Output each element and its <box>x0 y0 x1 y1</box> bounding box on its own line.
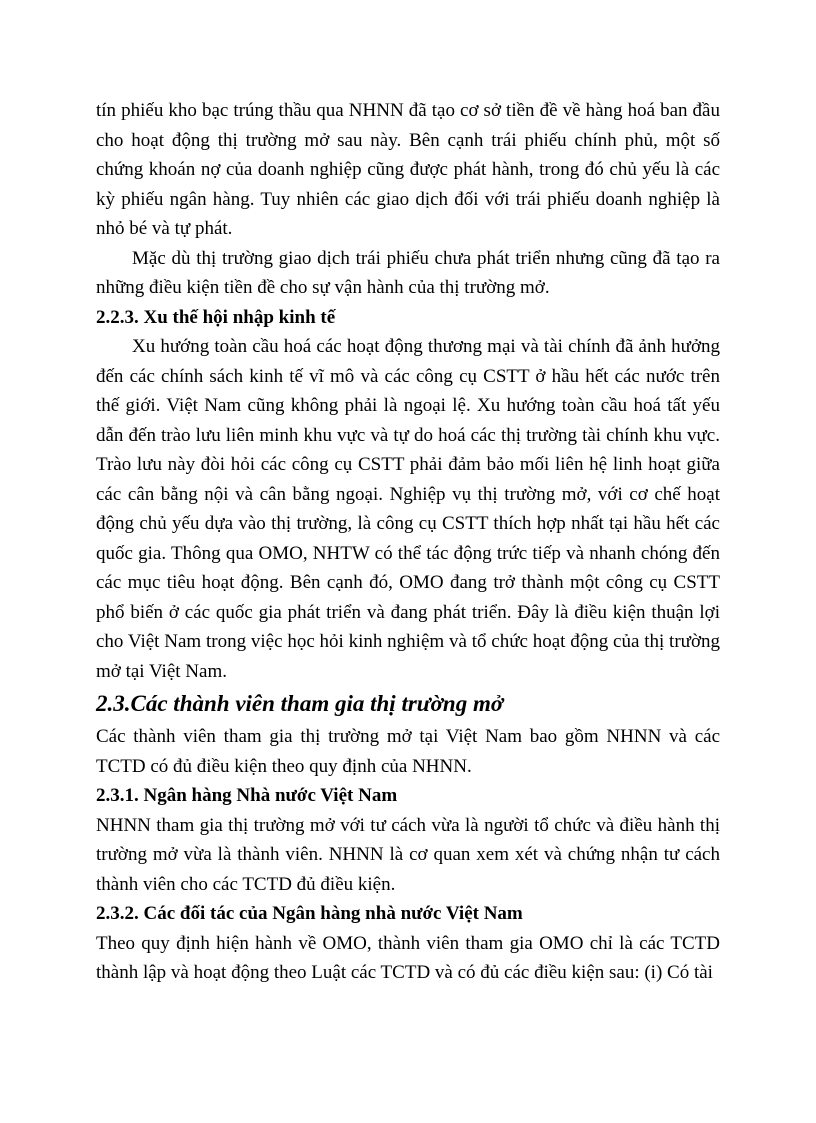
section-heading-2-3-2: 2.3.2. Các đối tác của Ngân hàng nhà nước Việt Nam <box>96 903 523 924</box>
body-paragraph: tín phiếu kho bạc trúng thầu qua NHNN đã tạo cơ sở tiền đề về hàng hoá ban đầu cho hoạt động thị trường mở sau này. Bên cạnh trái phiếu chính phủ, một số chứng khoán nợ của doanh nghiệp cũng được phát hành, trong đó chủ yếu là các kỳ phiếu ngân hàng. Tuy nhiên các giao dịch đối với trái phiếu doanh nghiệp là nhỏ bé và tự phát. <box>96 100 720 239</box>
body-paragraph: Theo quy định hiện hành về OMO, thành viên tham gia OMO chỉ là các TCTD thành lập và hoạt động theo Luật các TCTD và có đủ các điều kiện sau: (i) Có tài <box>96 932 720 983</box>
body-paragraph: NHNN tham gia thị trường mở với tư cách vừa là người tổ chức và điều hành thị trường mở vừa là thành viên. NHNN là cơ quan xem xét và chứng nhận tư cách thành viên cho các TCTD đủ điều kiện. <box>96 814 720 895</box>
section-heading-2-3: 2.3.Các thành viên tham gia thị trường mở <box>96 691 504 716</box>
body-paragraph: Các thành viên tham gia thị trường mở tại Việt Nam bao gồm NHNN và các TCTD có đủ điều kiện theo quy định của NHNN. <box>96 726 720 777</box>
section-heading-2-3-1: 2.3.1. Ngân hàng Nhà nước Việt Nam <box>96 785 398 806</box>
body-paragraph: Mặc dù thị trường giao dịch trái phiếu chưa phát triển nhưng cũng đã tạo ra những điều kiện tiền đề cho sự vận hành của thị trường mở. <box>96 247 720 298</box>
section-heading-2-2-3: 2.2.3. Xu thế hội nhập kinh tế <box>96 306 336 328</box>
document-page <box>96 96 720 988</box>
body-paragraph: Xu hướng toàn cầu hoá các hoạt động thương mại và tài chính đã ảnh hưởng đến các chính sách kinh tế vĩ mô và các công cụ CSTT ở hầu hết các nước trên thế giới. Việt Nam cũng không phải là ngoại lệ. Xu hướng toàn cầu hoá tất yếu dẫn đến trào lưu liên minh khu vực và tự do hoá các thị trường tài chính khu vực. Trào lưu này đòi hỏi các công cụ CSTT phải đảm bảo mối liên hệ linh hoạt giữa các cân bằng nội và cân bằng ngoại. Nghiệp vụ thị trường mở, với cơ chế hoạt động chủ yếu dựa vào thị trường, là công cụ CSTT thích hợp nhất tại hầu hết các quốc gia. Thông qua OMO, NHTW có thể tác động trức tiếp và nhanh chóng đến các mục tiêu hoạt động. Bên cạnh đó, OMO đang trở thành một công cụ CSTT phổ biến ở các quốc gia phát triển và đang phát triển. Đây là điều kiện thuận lợi cho Việt Nam trong việc học hỏi kinh nghiệm và tổ chức hoạt động của thị trường mở tại Việt Nam. <box>96 336 720 682</box>
